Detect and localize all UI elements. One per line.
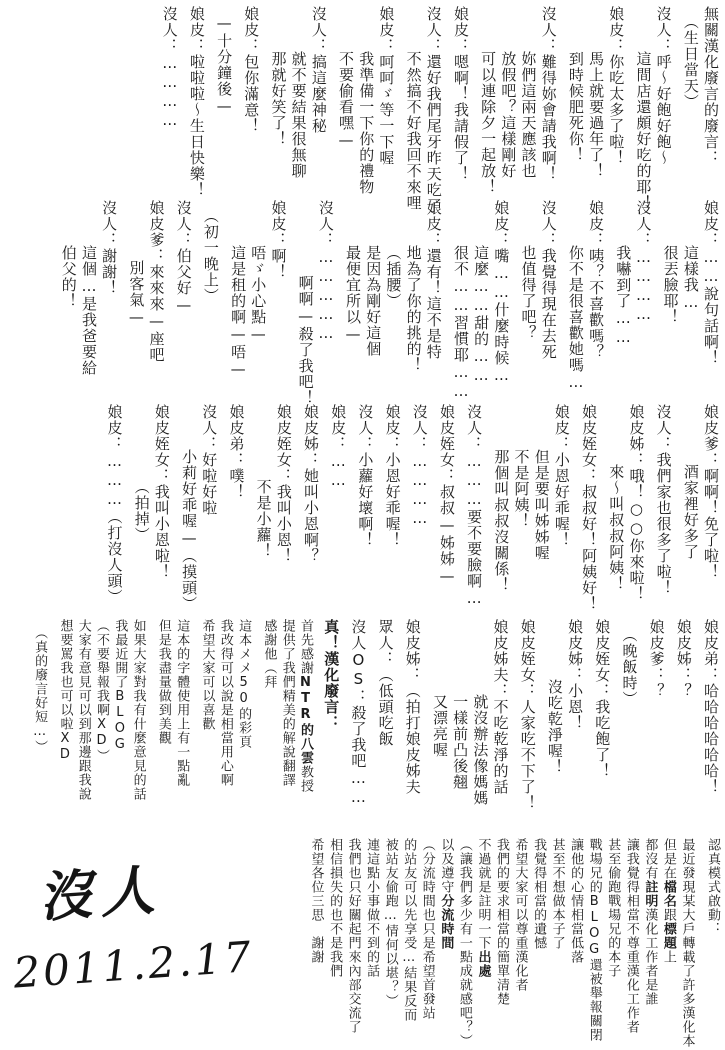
section-gift-scene [59,200,720,406]
text-column: 但是要叫姊姊喔 [532,449,551,561]
text-column: （分流時間也只是希望首發站 [419,838,435,1020]
text-column: 我嚇到了…… [614,245,633,347]
text-column: 沒人：………… [410,404,429,528]
text-column: 娘皮姪女：人家吃不下了！ [518,619,537,811]
text-column: 讓我覺得相當不尊重漢化工作者 [623,838,639,1034]
text-column: 想要罵我也可以啦XD [57,619,73,763]
text-column: 我準備一下你的禮物 [357,51,376,195]
text-column: 那就好笑了！ [269,51,288,147]
text-column: 感謝他（拜 [261,619,277,689]
text-column: 沒人：謝謝！ [100,200,119,296]
section-new-year-visit [106,404,719,616]
text-column: 也值得了吧？ [519,245,538,341]
text-column: （讓我們多少有一點成就感吧？） [456,838,472,1048]
text-column: 被站友偷跑…情何以堪？） [382,838,398,1008]
text-column: 我改得可以說是相當用心啊 [217,619,233,787]
text-column: 很不……習慣耶…… [451,245,470,401]
text-column: 的站友可以先享受…結果反而 [401,838,417,1022]
text-column: 娘皮：啦啦啦～生日快樂！ [187,6,206,198]
text-column: 娘皮姪女：我吃飽了！ [593,619,612,779]
text-column: 可以連除夕一起放！ [479,51,498,195]
text-column: 別客氣— [127,260,146,327]
text-column: 這是租的啊—唔— [229,245,248,379]
text-column: 沒人：………要不要臉啊… [465,404,484,608]
text-column: 娘皮姪女：叔叔好！阿姨好！ [580,404,599,612]
text-column: 唔ゞ小心點— [249,245,268,344]
text-column: 你不是很喜歡她嗎… [566,245,585,392]
text-column: 娘皮：你吃太多了啦！ [607,6,626,166]
text-column: 娘皮：啊！ [269,200,288,280]
text-column: （不要舉報我啊XD） [94,619,110,763]
text-column: —十分鐘後— [215,13,234,116]
text-column: 相信損失的也不是我們 [327,838,343,978]
text-column: 地為了你的挑的！ [404,245,423,373]
text-column: 娘皮：嗯啊！我請假了！ [451,6,470,182]
text-column: 酒家裡好多了 [681,464,700,560]
text-column: 就不要結果很無聊 [289,51,308,179]
text-column: 以及遵守分流時間 [438,838,454,950]
text-column: 這本メメ50的彩頁 [236,619,252,749]
text-column: 不是阿姨！ [512,449,531,529]
signature-date: 2011.2.17 [11,931,256,998]
text-column: 首先感謝NTR的八雲教授 [298,619,313,793]
text-column: 真！漢化廢言： [322,619,341,731]
text-column: 那個叫叔叔沒關係！ [492,449,511,593]
text-column: 娘皮：…… [329,404,348,490]
text-column: 這樣我… [681,245,700,312]
text-column: 這本的字體使用上有一點亂 [174,619,190,787]
text-column: （拍掉） [132,479,151,543]
text-column: 娘皮姊：哦！○○你來啦！ [627,404,646,602]
text-column: 希望各位三思 謝謝 [308,838,324,964]
text-column: 連這點小事做不到的話 [364,838,380,978]
text-column: 不然搞不好我回不來哩 [404,51,423,211]
text-column: 小莉好乖喔—（摸頭） [180,449,199,612]
text-column: 甚至偷跑戰場兄的本子 [605,838,621,978]
text-column: 沒人：還好我們尾牙昨天吃了 [424,6,443,214]
text-column: 如果大家對我有什麼意見的話 [130,619,146,801]
text-column: 娘皮姊：（拍打娘皮姊夫 [403,619,422,795]
text-column: 馬上就要過年了！ [587,51,606,179]
text-column: 就沒辦法像媽媽 [471,694,490,806]
text-column: 娘皮爹：啊啊！免了啦！ [702,404,720,580]
text-column: 戰場兄的BLOG還被舉報關閉 [586,838,602,1042]
text-column: 到時候肥死你！ [566,51,585,163]
text-column: 很丟臉耶！ [661,245,680,325]
text-column: 不要偷看嘿— [337,51,355,150]
text-column: 娘皮姊夫：不吃乾淨的話 [491,619,510,795]
text-column: 不過就是註明一下出處 [475,838,491,978]
text-column: 沒人：………… [634,200,653,324]
text-column: 娘皮：包你滿意！ [242,6,261,134]
text-column: 娘皮姪女：我叫小恩！ [274,404,293,564]
section-serious-announcement [308,838,719,1046]
text-column: 妳們這兩天應該也 [519,51,538,179]
text-column: 娘皮：咦？不喜歡嗎？ [587,200,606,360]
text-column: 希望大家可以尊重漢化者 [512,838,528,992]
text-column: 娘皮：嘴……什麼時候… [492,200,511,385]
text-column: 啊啊—殺了我吧！ [296,275,315,406]
text-column: 最便宜所以— [344,245,362,344]
text-column: 娘皮：………（打沒人頭） [105,404,124,605]
text-column: 我們的要求相當的簡單清楚 [493,838,509,1006]
text-column: 但是在檔名跟標題上 [660,838,676,964]
text-column: 沒人：我們家也很多了啦！ [654,404,673,596]
section-birthday-banter [160,6,720,214]
text-column: 娘皮爹：來來來—座吧 [147,200,166,363]
text-column: 我最近開了BLOG [112,619,128,753]
text-column: 娘皮：……說句話啊！ [702,200,720,366]
text-column: 甚至不想做本子了 [549,838,565,950]
text-column: 我們也只好關起門來內部交流了 [345,838,361,1034]
text-column: 娘皮姊：？ [674,619,693,699]
text-column: 最近發現某大戶轉載了許多漢化本 [679,838,695,1048]
section-dinner-scene-and-credits [32,619,719,837]
text-column: 娘皮：還有！這不是特 [424,200,443,360]
signature-name: 沒人 [36,857,165,930]
text-column: 娘皮：小恩好乖喔！ [552,404,571,548]
text-column: 沒人：呼～好飽好飽～ [654,6,673,166]
text-column: 娘皮：呵呵ゞ等一下喔 [377,6,396,166]
text-column: 認真模式啟動： [705,838,720,936]
text-column: 伯父的！ [59,245,78,309]
text-column: 娘皮姊：她叫小恩啊？ [302,404,320,564]
text-column: （插腰） [384,245,403,309]
text-column: 一樣前凸後翹 [451,694,470,790]
text-column: 但是我盡量做到美觀 [155,619,171,745]
text-column: 眾人：（低頭吃飯 [376,619,395,747]
text-column: 我覺得相當的遺憾 [531,838,547,950]
text-column: 娘皮爹：？ [647,619,666,699]
text-column: 希望大家可以喜歡 [199,619,215,731]
text-column: 無關漢化廢言的廢言： [702,6,720,166]
text-column: 沒人：難得妳會請我啊！ [539,6,558,182]
text-column: 沒人：伯父好— [174,200,193,315]
text-column: 來～叫叔叔阿姨！ [607,464,626,592]
text-column: 大家有意見可以到那邊跟我說 [75,619,91,801]
text-column: 沒人：好啦好啦 [200,404,219,516]
text-column: 讓他的心情相當低落 [568,838,584,964]
text-column: 都沒有註明漢化工作者是誰 [642,838,658,1006]
text-column: 不是小蘿！ [254,479,273,559]
text-column: 又漂亮喔 [430,694,449,758]
text-column: 提供了我們精美的解說翻譯 [279,619,295,787]
text-column: 沒吃乾淨喔！ [545,679,564,775]
text-column: 沒人：搞這麼神秘 [309,6,328,134]
text-column: 沒人：我覺得現在去死 [539,200,558,360]
text-column: 是因為剛好這個 [364,245,383,357]
text-column: 沒人：…………… [316,200,335,343]
text-column: 這麼……甜的…… [472,245,491,385]
text-column: 娘皮姪女：叔叔—姊姊— [437,404,456,586]
text-column: 這個…是我爸要給 [79,245,98,376]
text-column: 沒人：………… [160,6,179,130]
text-column: 放假吧？這樣剛好 [499,51,518,179]
text-column: 娘皮姊：小恩！ [566,619,585,731]
text-column: 娘皮姪女：我叫小恩啦！ [152,404,171,580]
text-column: （生日當天） [681,13,700,110]
text-column: （初一晚上） [201,207,220,304]
text-column: （真的廢言好短…） [32,625,48,754]
text-column: 這間店還頗好吃的耶！ [634,51,653,211]
text-column: 娘皮：小恩好乖喔！ [383,404,402,548]
text-column: 沒人：小蘿好壞啊！ [356,404,375,548]
text-column: 娘皮弟：噗！ [227,404,246,500]
signature [5,838,294,997]
text-column: 沒人OS：殺了我吧…… [349,619,368,807]
text-column: 娘皮弟：哈哈哈哈哈哈！ [702,619,720,795]
text-column: （晚飯時） [620,626,639,707]
